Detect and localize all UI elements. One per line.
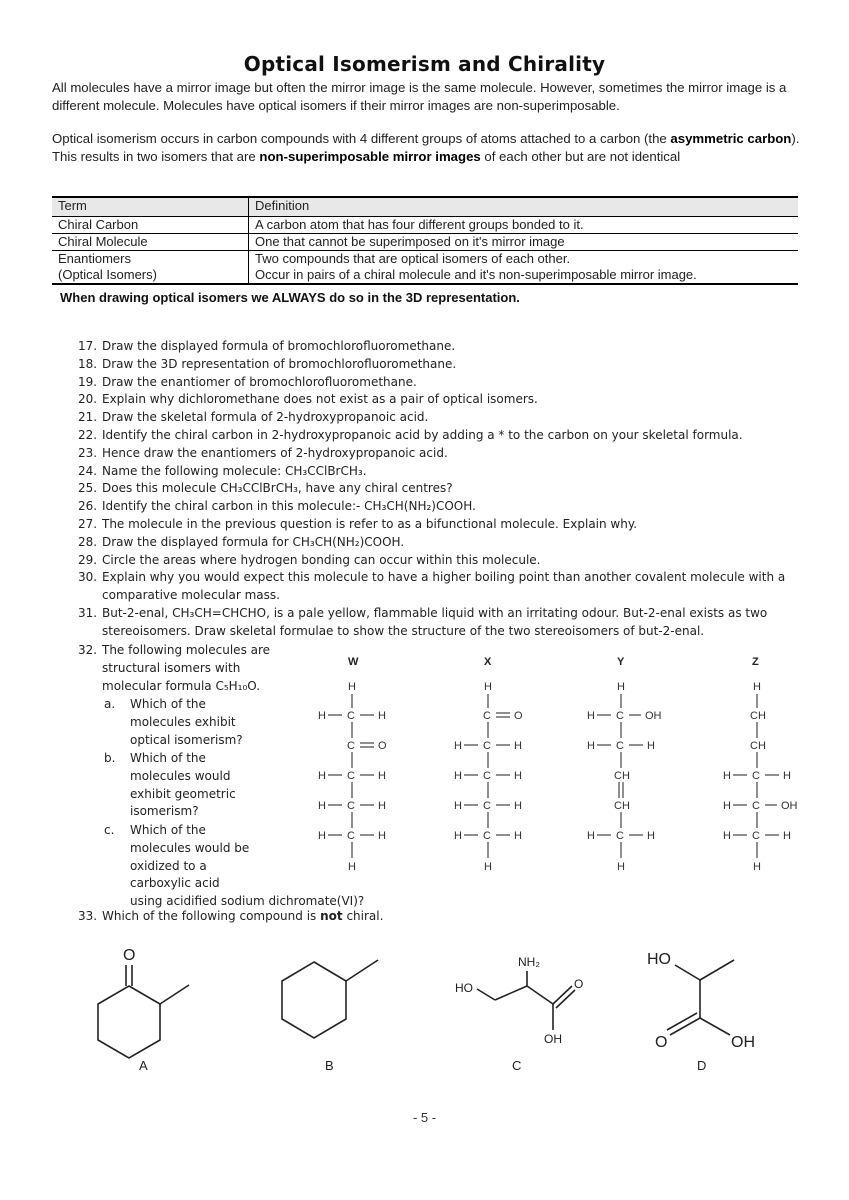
atom-c: C [483, 740, 491, 752]
table-header-term: Term [52, 197, 249, 217]
question-text: Hence draw the enantiomers of 2-hydroxypropanoic acid. [102, 445, 448, 460]
question-number: 32. [78, 643, 98, 657]
atom-h: H [753, 681, 761, 693]
question-item [78, 409, 798, 427]
definition-cell: One that cannot be superimposed on it's mirror image [249, 234, 799, 251]
atom-h: H [348, 681, 356, 693]
atom-h: H [617, 861, 625, 873]
question-number: 30. [78, 570, 98, 585]
question-text: Circle the areas where hydrogen bonding can occur within this molecule. [102, 552, 541, 567]
atom-c: C [483, 770, 491, 782]
sub-text: Which of the molecules exhibit optical isomerism? [130, 697, 243, 747]
question-number: 26. [78, 499, 98, 514]
atom-oh: OH [731, 1034, 755, 1051]
atom-c: C [347, 740, 355, 752]
question-item [78, 445, 798, 463]
question-text: Draw the displayed formula for CH₃CH(NH₂)COOH. [102, 534, 405, 549]
bond [670, 1018, 700, 1035]
atom-c: C [483, 830, 491, 842]
atom-h: H [723, 770, 731, 782]
molecule-label: Y [617, 656, 625, 668]
atom-h: H [348, 861, 356, 873]
bond [477, 989, 495, 1000]
mirror-images-term: non-superimposable mirror images [259, 149, 481, 164]
question-number: 28. [78, 534, 98, 549]
atom-h: H [514, 740, 522, 752]
table-row [52, 267, 798, 284]
question-number: 24. [78, 463, 98, 478]
bond [700, 1018, 730, 1035]
atom-c: C [616, 710, 624, 722]
table-row [52, 217, 798, 234]
bond [527, 986, 553, 1004]
molecule-label: X [484, 656, 492, 668]
emphasis-not: not [320, 909, 343, 923]
sub-text: Which of the molecules would be oxidized to a carboxylic acid [130, 823, 250, 891]
term-cell: Chiral Carbon [52, 217, 249, 234]
atom-o: O [123, 947, 136, 964]
question-text: Draw the skeletal formula of 2-hydroxypropanoic acid. [102, 410, 429, 425]
question-text: Explain why dichloromethane does not exist as a pair of optical isomers. [102, 392, 538, 407]
question-number: 31. [78, 605, 98, 620]
atom-c: C [347, 830, 355, 842]
atom-h: H [514, 800, 522, 812]
atom-ch: CH [750, 710, 766, 722]
definition-cell: Two compounds that are optical isomers of each other. [255, 251, 571, 266]
atom-ho: HO [455, 981, 473, 995]
page-number: - 5 - [412, 1110, 437, 1125]
bond [556, 990, 575, 1008]
atom-h: H [378, 800, 386, 812]
intro-text: Optical isomerism occurs in carbon compounds with 4 different groups of atoms attached to a carbon (the [52, 131, 671, 146]
question-item [78, 463, 798, 481]
atom-h: H [647, 830, 655, 842]
isomer-structures [318, 656, 798, 873]
drawing-note: When drawing optical isomers we ALWAYS do so in the 3D representation. [60, 290, 520, 305]
question-number: 18. [78, 356, 98, 371]
chirality-structures [98, 947, 755, 1073]
question-32-intro: The following molecules are structural isomers with molecular formula C₅H₁₀O. [102, 643, 271, 693]
structure-d [647, 951, 755, 1073]
question-text: Draw the displayed formula of bromochlorofluoromethane. [102, 339, 456, 353]
atom-c: C [347, 800, 355, 812]
atom-oh: OH [645, 710, 662, 722]
question-32a [104, 696, 270, 749]
definition-cell: A carbon atom that has four different groups bonded to it. [249, 217, 799, 234]
atom-h: H [318, 770, 326, 782]
atom-c: C [483, 800, 491, 812]
question-text: Does this molecule CH₃CClBrCH₃, have any chiral centres? [102, 481, 453, 496]
question-number: 17. [78, 339, 98, 353]
ring [98, 986, 160, 1058]
atom-o: O [574, 977, 584, 991]
structure-label: B [325, 1058, 334, 1073]
question-number: 29. [78, 552, 98, 567]
atom-h: H [378, 710, 386, 722]
atom-c: C [752, 770, 760, 782]
bond [346, 960, 378, 981]
atom-c: C [616, 830, 624, 842]
question-item [78, 356, 798, 374]
question-text: Draw the 3D representation of bromochlorofluoromethane. [102, 356, 457, 371]
bond [675, 965, 700, 980]
sub-label: c. [104, 823, 115, 837]
atom-c: C [616, 740, 624, 752]
atom-h: H [514, 770, 522, 782]
atom-h: H [484, 861, 492, 873]
molecule-y [587, 656, 662, 873]
question-item [78, 427, 798, 445]
atom-h: H [587, 710, 595, 722]
question-item [78, 480, 798, 498]
structure-a [98, 947, 189, 1073]
atom-h: H [318, 710, 326, 722]
atom-ch: CH [750, 740, 766, 752]
sub-label: b. [104, 751, 116, 765]
question-item [78, 391, 798, 409]
question-number: 20. [78, 392, 98, 407]
question-number: 22. [78, 427, 98, 442]
question-list [78, 338, 798, 641]
atom-h: H [647, 740, 655, 752]
question-number: 19. [78, 374, 98, 389]
question-text: Name the following molecule: CH₃CClBrCH₃. [102, 463, 367, 478]
question-text: chiral. [342, 909, 384, 923]
question-33 [78, 909, 383, 923]
question-text: But-2-enal, CH₃CH=CHCHO, is a pale yellow, flammable liquid with an irritating odour. But-2-enal exists as two stereoisomers. Draw skeletal formulae to show the structure of the two stereoisomers of but-2-enal. [102, 605, 768, 638]
table-row [52, 251, 798, 268]
atom-h: H [454, 830, 462, 842]
atom-nh2: NH₂ [518, 955, 540, 969]
ring [282, 962, 346, 1038]
question-number: 25. [78, 481, 98, 496]
structure-b [282, 960, 378, 1073]
question-number: 21. [78, 410, 98, 425]
sub-text: Which of the molecules would exhibit geometric isomerism? [130, 751, 236, 819]
question-32c-continued: using acidified sodium dichromate(VI)? [130, 894, 365, 908]
atom-h: H [723, 830, 731, 842]
atom-h: H [587, 830, 595, 842]
molecule-x [454, 656, 523, 873]
atom-o: O [514, 710, 523, 722]
atom-c: C [752, 800, 760, 812]
atom-ho: HO [647, 951, 671, 968]
sub-label: a. [104, 697, 116, 711]
question-text: Which of the following compound is [102, 909, 321, 923]
atom-h: H [587, 740, 595, 752]
atom-h: H [378, 830, 386, 842]
question-number: 33. [78, 909, 98, 923]
intro-paragraph-1: All molecules have a mirror image but often the mirror image is the same molecule. However, sometimes the mirror image is a different molecule. Molecules have optical isomers if their mirror images are non-superimposable. [52, 80, 787, 113]
question-number: 27. [78, 516, 98, 531]
intro-text: ). This results in two isomers that are [52, 131, 800, 164]
page-title: Optical Isomerism and Chirality [243, 52, 606, 76]
atom-oh: OH [544, 1032, 562, 1046]
molecule-label: Z [752, 656, 759, 668]
table-row [52, 234, 798, 251]
atom-c: C [347, 710, 355, 722]
atom-h: H [484, 681, 492, 693]
structure-label: C [512, 1058, 522, 1073]
question-number: 23. [78, 445, 98, 460]
atom-h: H [617, 681, 625, 693]
bond [667, 1013, 697, 1030]
atom-h: H [723, 800, 731, 812]
atom-h: H [378, 770, 386, 782]
atom-h: H [318, 830, 326, 842]
atom-h: H [783, 770, 791, 782]
question-text: Identify the chiral carbon in this molecule:- CH₃CH(NH₂)COOH. [102, 499, 476, 514]
question-item [78, 534, 798, 552]
atom-c: C [752, 830, 760, 842]
question-text: Identify the chiral carbon in 2-hydroxypropanoic acid by adding a * to the carbon on your skeletal formula. [102, 427, 743, 442]
atom-c: C [347, 770, 355, 782]
definition-cell: Occur in pairs of a chiral molecule and it's non-superimposable mirror image. [249, 267, 799, 284]
structure-c [455, 955, 583, 1073]
atom-c: C [483, 710, 491, 722]
structure-label: A [139, 1058, 148, 1073]
structure-label: D [697, 1058, 707, 1073]
atom-o: O [655, 1034, 668, 1051]
question-32c [104, 822, 270, 893]
bond [160, 985, 189, 1004]
question-item [78, 516, 798, 534]
molecule-label: W [348, 656, 359, 668]
atom-h: H [514, 830, 522, 842]
bond [700, 960, 734, 980]
question-item [78, 498, 798, 516]
atom-h: H [454, 800, 462, 812]
table-header-definition: Definition [249, 197, 799, 217]
bond [553, 986, 572, 1004]
atom-h: H [753, 861, 761, 873]
bond [495, 986, 527, 1000]
atom-ch: CH [614, 770, 630, 782]
question-32b [104, 750, 270, 821]
intro-text: of each other but are not identical [480, 149, 681, 164]
atom-h: H [318, 800, 326, 812]
term-cell: Chiral Molecule [52, 234, 249, 251]
question-text: Draw the enantiomer of bromochlorofluoromethane. [102, 374, 417, 389]
term-cell: (Optical Isomers) [52, 267, 249, 284]
atom-h: H [454, 770, 462, 782]
question-text: The molecule in the previous question is refer to as a bifunctional molecule. Explain why. [102, 516, 638, 531]
definitions-table [52, 196, 798, 285]
molecule-w [318, 656, 387, 873]
term-cell: Enantiomers [52, 251, 249, 268]
atom-ch: CH [614, 800, 630, 812]
atom-o: O [378, 740, 387, 752]
question-item [78, 374, 798, 392]
question-item [78, 569, 798, 605]
molecule-z [723, 656, 798, 873]
question-text: Explain why you would expect this molecule to have a higher boiling point than another covalent molecule with a comparative molecular mass. [102, 570, 786, 603]
intro-paragraph-2 [52, 130, 802, 166]
question-item [78, 338, 798, 356]
atom-h: H [783, 830, 791, 842]
question-item [78, 605, 798, 641]
atom-oh: OH [781, 800, 798, 812]
atom-h: H [454, 740, 462, 752]
question-item [78, 552, 798, 570]
asymmetric-carbon-term: asymmetric carbon [670, 131, 792, 146]
